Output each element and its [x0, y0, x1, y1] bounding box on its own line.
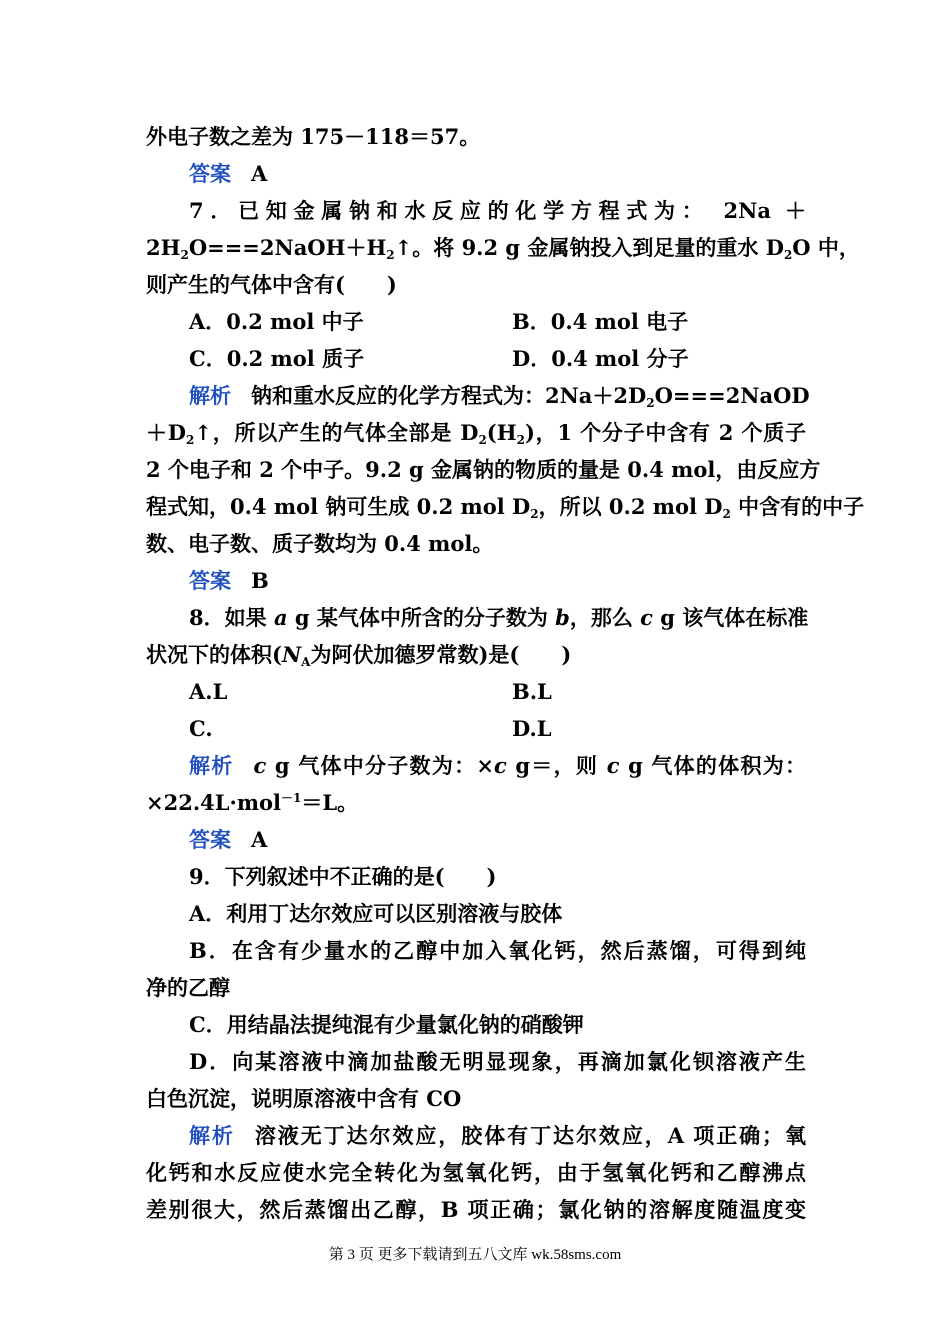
answer-label: 答案	[189, 827, 231, 852]
q8-option-d: D.L	[512, 716, 552, 741]
analysis-label: 解析	[189, 753, 234, 778]
q8-option-c: C.	[189, 716, 213, 741]
analysis-label: 解析	[189, 1123, 235, 1148]
q7-stem-line3: 则产生的气体中含有( )	[146, 272, 397, 297]
q9-option-d-line1: D．向某溶液中滴加盐酸无明显现象，再滴加氯化钡溶液产生	[189, 1049, 806, 1074]
q9-analysis-line3: 差别很大，然后蒸馏出乙醇，B 项正确；氯化钠的溶解度随温度变	[146, 1197, 806, 1222]
intro-tail: 外电子数之差为 175－118＝57。	[146, 124, 481, 149]
answer-label: 答案	[189, 161, 231, 186]
q7-analysis-line4: 程式知，0.4 mol 钠可生成 0.2 mol $D_2$，所以 0.2 mol $D_2$ 中含有的中子	[146, 494, 865, 521]
q9-option-b-line2: 净的乙醇	[146, 975, 230, 1000]
q8-stem-line2: 状况下的体积($N_A$为阿伏加德罗常数)是( )	[146, 642, 572, 669]
q7-option-d: D．0.4 mol 分子	[512, 346, 689, 371]
q8-analysis-line2: ×22.4L·mol$^{-1}$＝L。	[146, 790, 359, 815]
q7-stem-line2: $2H_2O===2NaOH+H_2↑$。将 9.2 g 金属钠投入到足量的重水 $D_2O$ 中，	[146, 235, 860, 262]
answer-label: 答案	[189, 568, 231, 593]
page-footer: 第 3 页 更多下载请到五八文库 wk.58sms.com	[328, 1247, 622, 1263]
q7-analysis-line5: 数、电子数、质子数均为 0.4 mol。	[146, 531, 494, 556]
q7-stem-line1: 7．已知金属钠和水反应的化学方程式为： 2Na ＋	[189, 198, 806, 223]
q7-option-c: C．0.2 mol 质子	[189, 346, 365, 371]
q7-analysis-line3: 2 个电子和 2 个中子。9.2 g 金属钠的物质的量是 0.4 mol，由反应方	[146, 457, 821, 482]
q9-stem: 9．下列叙述中不正确的是( )	[189, 864, 497, 889]
q7-option-b: B．0.4 mol 电子	[512, 309, 689, 334]
answer-8: 答案 A	[189, 827, 268, 852]
answer-7: 答案 B	[189, 568, 269, 593]
answer-6: 答案 A	[189, 161, 268, 186]
q7-analysis-line2: $+D_2↑$，所以产生的气体全部是 $D_2(H_2)$，1 个分子中含有 2 个质子	[146, 420, 806, 447]
q9-analysis-line1: 解析 溶液无丁达尔效应，胶体有丁达尔效应，A 项正确；氧	[189, 1123, 806, 1148]
q8-analysis-line1: 解析 c g 气体中分子数为：×c g＝，则 c g 气体的体积为：	[189, 753, 806, 778]
analysis-label: 解析	[189, 383, 231, 408]
q8-stem-line1: 8．如果 a g 某气体中所含的分子数为 b，那么 c g 该气体在标准	[189, 605, 809, 630]
q9-option-c: C．用结晶法提纯混有少量氯化钠的硝酸钾	[189, 1012, 584, 1037]
q9-option-a: A．利用丁达尔效应可以区别溶液与胶体	[189, 901, 563, 926]
q9-option-d-line2: 白色沉淀，说明原溶液中含有 CO	[146, 1086, 462, 1111]
q8-option-b: B.L	[512, 679, 552, 704]
q8-option-a: A.L	[189, 679, 228, 704]
q7-analysis-line1: 解析 钠和重水反应的化学方程式为：$2Na+2D_2O===2NaOD$	[189, 383, 810, 410]
q9-option-b-line1: B．在含有少量水的乙醇中加入氧化钙，然后蒸馏，可得到纯	[189, 938, 806, 963]
q7-option-a: A．0.2 mol 中子	[189, 309, 364, 334]
q9-analysis-line2: 化钙和水反应使水完全转化为氢氧化钙，由于氢氧化钙和乙醇沸点	[146, 1160, 806, 1185]
